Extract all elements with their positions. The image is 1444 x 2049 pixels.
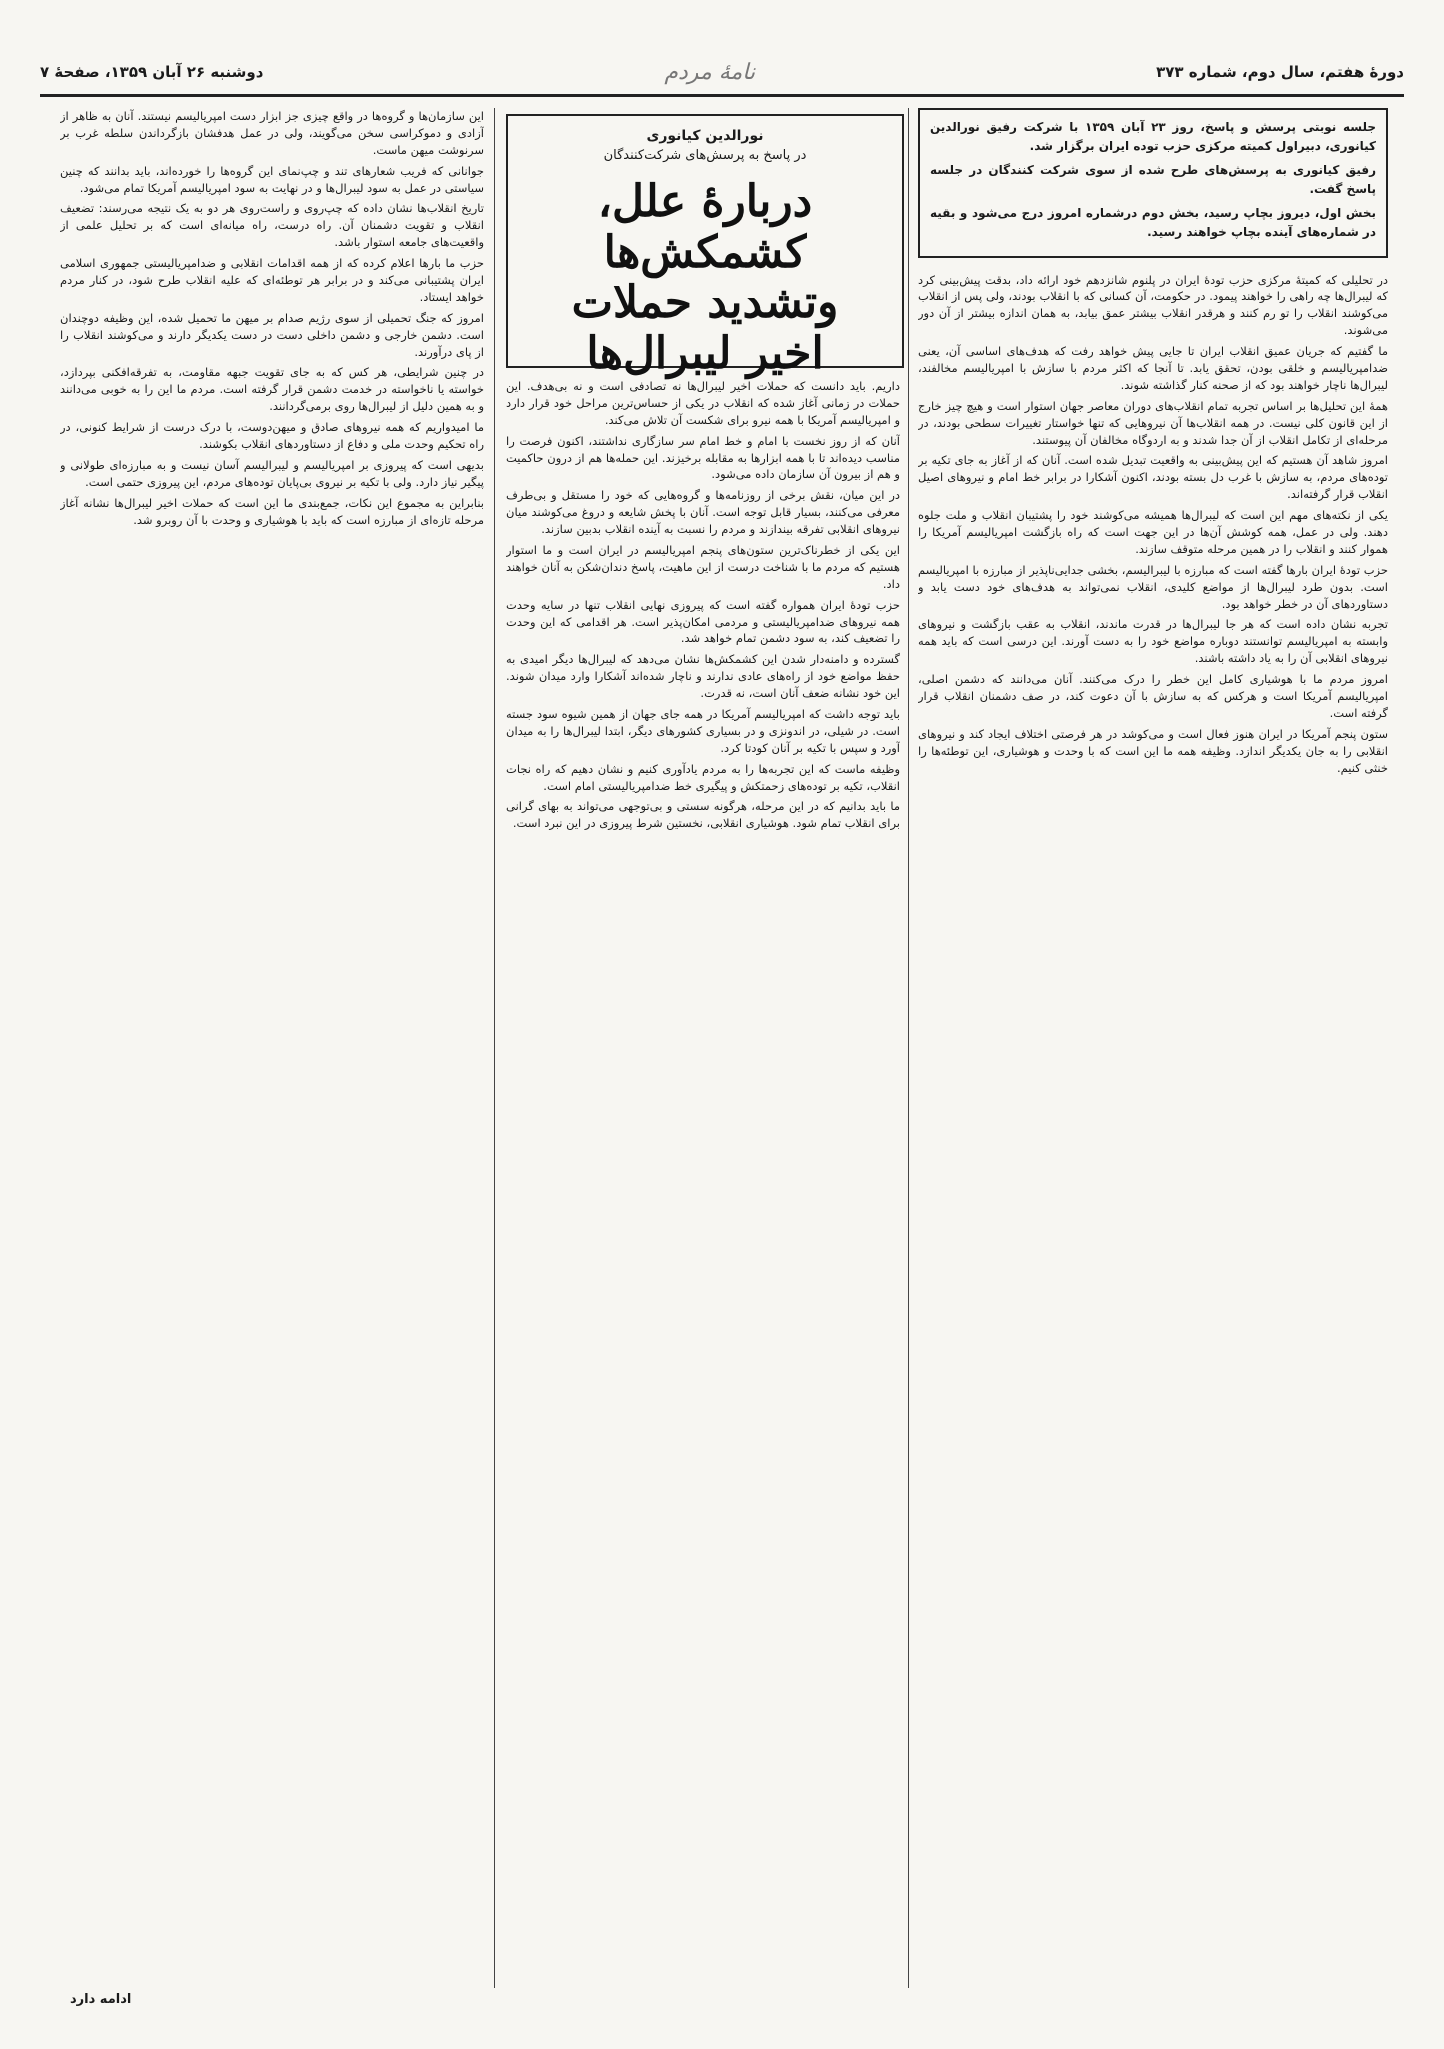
date-info: دوشنبه ۲۶ آبان ۱۳۵۹، صفحهٔ ۷ xyxy=(40,63,264,81)
headline-line-3: اخیر لیبرال‌ها xyxy=(586,327,824,379)
headline-line-2: وتشدید حملات xyxy=(571,277,839,329)
paragraph: ما امیدواریم که همه نیروهای صادق و میهن‌دوست، با درک درست از شرایط کنونی، در راه تحکیم وحدت ملی و دفاع از دستاوردهای انقلاب بکوشند. xyxy=(60,420,484,452)
intro-paragraph: جلسه نوبتی پرسش و پاسخ، روز ۲۳ آبان ۱۳۵۹ با شرکت رفیق نورالدین کیانوری، دبیراول کمیته مرکزی حزب توده ایران برگزار شد. xyxy=(930,120,1376,153)
continued-note: ادامه دارد xyxy=(70,1992,132,2007)
paragraph: حزب ما بارها اعلام کرده که از همه اقدامات انقلابی و ضدامپریالیستی جمهوری اسلامی ایران پشتیبانی می‌کند و در برابر هر توطئه‌ای که علیه انقلاب طرح شود، در کنار مردم خواهد ایستاد. xyxy=(60,256,484,304)
headline-box xyxy=(506,114,904,379)
intro-paragraph: بخش اول، دیروز بچاپ رسید، بخش دوم درشماره امروز درج می‌شود و بقیه در شماره‌های آینده بچاپ خواهند رسید. xyxy=(930,206,1376,239)
paragraph: گسترده و دامنه‌دار شدن این کشمکش‌ها نشان می‌دهد که لیبرال‌ها دیگر امیدی به حفظ مواضع خود از راه‌های عادی ندارند و ناچار شده‌اند آشکارا وارد میدان شوند. این خود نشانه ضعف آنان است، نه قدرت. xyxy=(506,652,900,701)
paragraph: ستون پنجم آمریکا در ایران هنوز فعال است و می‌کوشد در هر فرصتی اختلاف ایجاد کند و نیروهای انقلابی را به جان یکدیگر اندازد. وظیفه همه ما این است که با وحدت و هوشیاری، این توطئه‌ها را خنثی کنیم. xyxy=(918,726,1388,775)
paragraph: در چنین شرایطی، هر کس که به جای تقویت جبهه مقاومت، به تفرقه‌افکنی بپردازد، خواسته یا ناخواسته در خدمت دشمن قرار گرفته است. مردم ما این را به خوبی می‌دانند و به همین دلیل از لیبرال‌ها روی برمی‌گردانند. xyxy=(60,365,484,414)
sub-line: در پاسخ به پرسش‌های شرکت‌کنندگان xyxy=(603,148,807,163)
paragraph: تاریخ انقلاب‌ها نشان داده که چپ‌روی و راست‌روی هر دو به یک نتیجه می‌رسند: تضعیف انقلاب و تقویت دشمنان آن. راه درست، راه میانه‌ای است که بر تحلیل علمی از واقعیت‌های جامعه استوار باشد. xyxy=(60,201,484,250)
paragraph: این سازمان‌ها و گروه‌ها در واقع چیزی جز ابزار دست امپریالیسم نیستند. آنان به ظاهر از آزادی و دموکراسی سخن می‌گویند، ولی در عمل هدفشان بازگرداندن سلطه غرب بر سرنوشت میهن ماست. xyxy=(60,109,484,157)
intro-paragraph: رفیق کیانوری به پرسش‌های طرح شده از سوی شرکت کنندگان در جلسه پاسخ گفت. xyxy=(930,163,1376,196)
paragraph: بدیهی است که پیروزی بر امپریالیسم و لیبرالیسم آسان نیست و به مبارزه‌ای طولانی و پیگیر نیاز دارد. ولی با تکیه بر نیروی بی‌پایان توده‌های مردم، این پیروزی حتمی است. xyxy=(60,457,484,489)
paragraph: همهٔ این تحلیل‌ها بر اساس تجربه تمام انقلاب‌های دوران معاصر جهان استوار است و هیچ چیز خارج از این قانون کلی نیست. در همه انقلاب‌ها آن نیروهایی که تنها خواستار تغییرات سطحی بودند، در مرحله‌ای از تکامل انقلاب از آن جدا شدند و به اردوگاه مخالفان آن پیوستند. xyxy=(918,398,1388,447)
issue-info: دورهٔ هفتم، سال دوم، شماره ۳۷۳ xyxy=(1156,63,1404,81)
paragraph: وظیفه ماست که این تجربه‌ها را به مردم یادآوری کنیم و نشان دهیم که راه نجات انقلاب، تکیه بر توده‌های زحمتکش و پیگیری خط ضدامپریالیستی امام است. xyxy=(506,761,900,793)
paragraph: امروز شاهد آن هستیم که این پیش‌بینی به واقعیت تبدیل شده است. آنان که از آغاز به جای تکیه بر توده‌های مردم، به سازش با غرب دل بسته بودند، اکنون آشکارا در برابر خط امام و نیروهای اصیل انقلاب قرار گرفته‌اند. xyxy=(918,453,1388,502)
masthead: نامهٔ مردم xyxy=(664,59,756,85)
author-line: نورالدین کیانوری xyxy=(646,128,764,144)
paragraph: در این میان، نقش برخی از روزنامه‌ها و گروه‌هایی که خود را مستقل و بی‌طرف معرفی می‌کنند، بسیار قابل توجه است. آنان با پخش شایعه و دروغ می‌کوشند میان نیروهای انقلابی تفرقه بیندازند و مردم را نسبت به آینده انقلاب بدبین سازند. xyxy=(506,488,900,537)
paragraph: داریم. باید دانست که حملات اخیر لیبرال‌ها نه تصادفی است و نه بی‌هدف. این حملات در زمانی آغاز شده که انقلاب در یکی از حساس‌ترین مراحل خود قرار دارد و امپریالیسم آمریکا با همه نیرو برای شکست آن تلاش می‌کند. xyxy=(506,379,900,427)
paragraph: امروز مردم ما با هوشیاری کامل این خطر را درک می‌کنند. آنان می‌دانند که دشمن اصلی، امپریالیسم آمریکا است و هرکس که به سازش با آن دعوت کند، در صف دشمنان انقلاب قرار گرفته است. xyxy=(918,672,1388,720)
column-right xyxy=(918,108,1388,1988)
paragraph: امروز که جنگ تحمیلی از سوی رژیم صدام بر میهن ما تحمیل شده، این وظیفه دوچندان است. دشمن خارجی و دشمن داخلی دست در دست یکدیگر دارند و می‌کوشند انقلاب را از پای درآورند. xyxy=(60,310,484,359)
header-rule xyxy=(40,94,1404,97)
column-left xyxy=(60,108,484,1978)
column-rule xyxy=(908,108,909,1988)
headline-line-1: دربارهٔ علل، کشمکش‌ها xyxy=(597,176,813,278)
paragraph: یکی از نکته‌های مهم این است که لیبرال‌ها همیشه می‌کوشند خود را پشتیبان انقلاب و ملت جلوه دهند. ولی در عمل، همه کوشش آن‌ها در این جهت است که راه بازگشت امپریالیسم آمریکا را هموار کنند و انقلاب را در همین مرحله متوقف سازند. xyxy=(918,508,1388,556)
paragraph: حزب تودهٔ ایران همواره گفته است که پیروزی نهایی انقلاب تنها در سایه وحدت همه نیروهای ضدامپریالیستی و مردمی امکان‌پذیر است. هر اقدامی که این وحدت را تضعیف کند، به سود دشمن تمام خواهد شد. xyxy=(506,597,900,646)
paragraph: در تحلیلی که کمیتهٔ مرکزی حزب تودهٔ ایران در پلنوم شانزدهم خود ارائه داد، بدقت پیش‌بینی کرد که لیبرال‌ها چه راهی را خواهند پیمود. در حکومت، آن کسانی که با انقلاب بودند، ولی پس از انقلاب می‌کوشند انقلاب را تو رم کنند و هرقدر انقلاب بیشتر عمق بیابد، به همان اندازه بیشتر از آن دور می‌شوند. xyxy=(918,272,1388,338)
column-rule xyxy=(494,108,495,1988)
column-middle xyxy=(506,378,900,1988)
paragraph: جوانانی که فریب شعارهای تند و چپ‌نمای این گروه‌ها را خورده‌اند، باید بدانند که چنین سیاستی در عمل به سود لیبرال‌ها و در نهایت به سود امپریالیسم آمریکا تمام می‌شود. xyxy=(60,163,484,195)
intro-box xyxy=(918,108,1388,258)
headline xyxy=(508,177,902,379)
paragraph: ما گفتیم که جریان عمیق انقلاب ایران تا جایی پیش خواهد رفت که هدف‌های اساسی آن، یعنی ضدامپریالیسم و خلقی بودن، تحقق یابد. تا آنجا که اکثر مردم با سازش با امپریالیسم مخالفند، لیبرال‌ها ناچار خواهند بود که از صحنه کنار گذاشته شوند. xyxy=(918,344,1388,392)
page-header xyxy=(40,52,1404,92)
paragraph: آنان که از روز نخست با امام و خط امام سر سازگاری نداشتند، اکنون فرصت را مناسب دیده‌اند تا با همه ابزارها به مقابله برخیزند. این حمله‌ها هم از درون حاکمیت و هم از بیرون آن سازمان داده می‌شود. xyxy=(506,433,900,482)
paragraph: تجربه نشان داده است که هر جا لیبرال‌ها در قدرت ماندند، انقلاب به عقب بازگشت و نیروهای وابسته به امپریالیسم توانستند دوباره مواضع خود را به دست آورند. این درسی است که باید همه نیروهای انقلابی آن را به یاد داشته باشند. xyxy=(918,617,1388,666)
paragraph: حزب تودهٔ ایران بارها گفته است که مبارزه با لیبرالیسم، بخشی جدایی‌ناپذیر از مبارزه با امپریالیسم است. بدون طرد لیبرال‌ها از مواضع کلیدی، انقلاب نمی‌تواند به هدف‌های خود دست یابد و دستاوردهای آن در خطر خواهد بود. xyxy=(918,562,1388,611)
paragraph: این یکی از خطرناک‌ترین ستون‌های پنجم امپریالیسم در ایران است و ما استوار هستیم که مردم ما با شناخت درست از این ماهیت، پاسخ دندان‌شکن به آنان خواهند داد. xyxy=(506,543,900,591)
paragraph: باید توجه داشت که امپریالیسم آمریکا در همه جای جهان از همین شیوه سود جسته است. در شیلی، در اندونزی و در بسیاری کشورهای دیگر، ابتدا لیبرال‌ها را به میدان آورد و سپس با تکیه بر آنان کودتا کرد. xyxy=(506,707,900,755)
paragraph: بنابراین به مجموع این نکات، جمع‌بندی ما این است که حملات اخیر لیبرال‌ها نشانه آغاز مرحله تازه‌ای از مبارزه است که باید با هوشیاری و وحدت با آن روبرو شد. xyxy=(60,495,484,527)
paragraph: ما باید بدانیم که در این مرحله، هرگونه سستی و بی‌توجهی می‌تواند به بهای گرانی برای انقلاب تمام شود. هوشیاری انقلابی، نخستین شرط پیروزی در این نبرد است. xyxy=(506,799,900,831)
